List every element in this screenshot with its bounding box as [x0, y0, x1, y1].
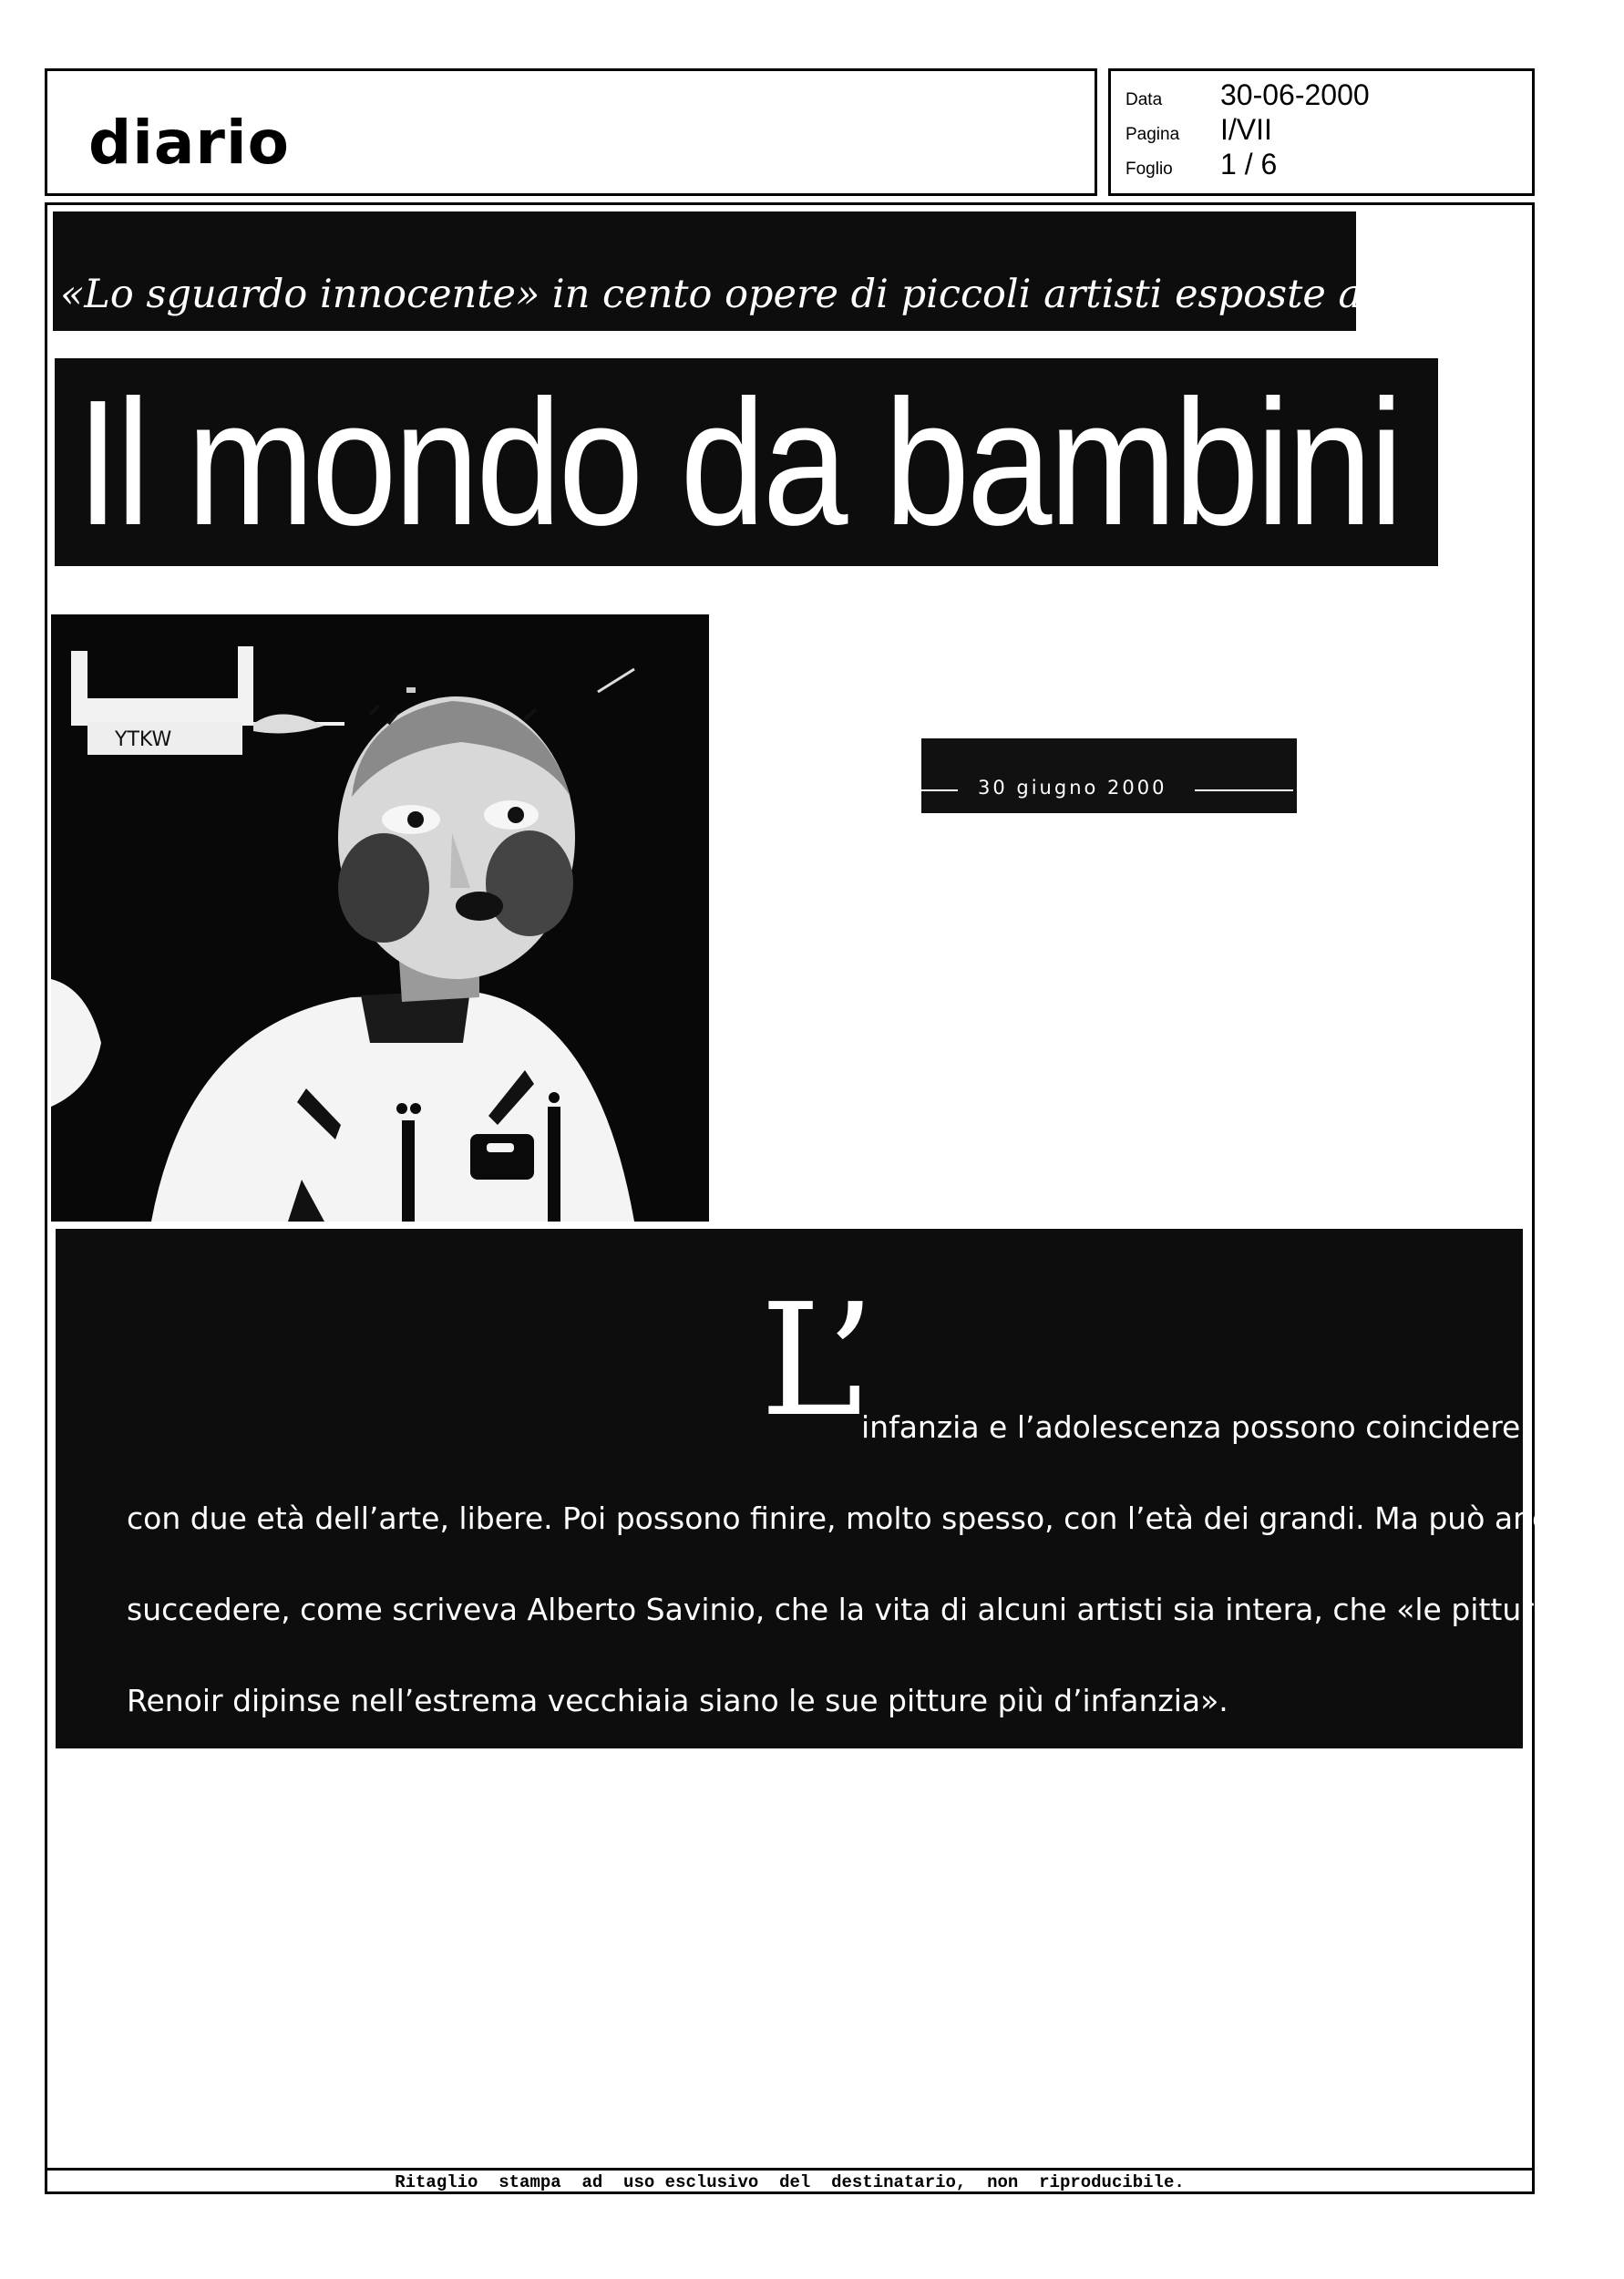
meta-row-page — [1125, 113, 1272, 146]
article-kicker: «Lo sguardo innocente» in cento opere di piccoli artisti esposte a Brescia — [53, 211, 1356, 331]
date-rule-left — [921, 789, 958, 791]
lead-line: con due età dell’arte, libere. Poi possono finire, molto spesso, con l’età dei grandi. Ma può anche — [127, 1500, 1587, 1536]
footer-disclaimer: Ritaglio stampa ad uso esclusivo del destinatario, non riproducibile. — [395, 2172, 1185, 2192]
masthead-box — [45, 68, 1097, 196]
article-lead-block — [56, 1229, 1616, 1748]
child-portrait-painting — [51, 614, 709, 1222]
article-photo — [51, 614, 709, 1222]
meta-label: Data — [1125, 90, 1163, 109]
clipping-meta-box — [1108, 68, 1535, 196]
date-rule-right — [1195, 789, 1293, 791]
meta-row-date — [1125, 78, 1370, 111]
meta-value: I/VII — [1220, 113, 1272, 146]
date-tag — [921, 738, 1297, 813]
date-tag-text: 30 giugno 2000 — [978, 777, 1167, 799]
lead-line: infanzia e l’adolescenza possono coincidere — [861, 1409, 1521, 1445]
lead-line: Renoir dipinse nell’estrema vecchiaia siano le sue pitture più d’infanzia». — [127, 1683, 1228, 1718]
footer-divider — [45, 2168, 1535, 2171]
meta-row-sheet — [1125, 148, 1277, 180]
lead-line: succedere, come scriveva Alberto Savinio, che la vita di alcuni artisti sia intera, che «le pitture che — [127, 1592, 1616, 1627]
article-headline-box — [55, 358, 1438, 566]
publication-logo: diario — [88, 108, 290, 178]
drop-cap: L’ — [760, 1271, 876, 1451]
meta-value: 30-06-2000 — [1220, 78, 1370, 111]
meta-label: Foglio — [1125, 160, 1173, 179]
meta-value: 1 / 6 — [1220, 148, 1278, 180]
article-headline: Il mondo da bambini — [77, 363, 1401, 562]
photo-sign-text: YTKW — [115, 728, 172, 751]
meta-label: Pagina — [1125, 125, 1180, 144]
